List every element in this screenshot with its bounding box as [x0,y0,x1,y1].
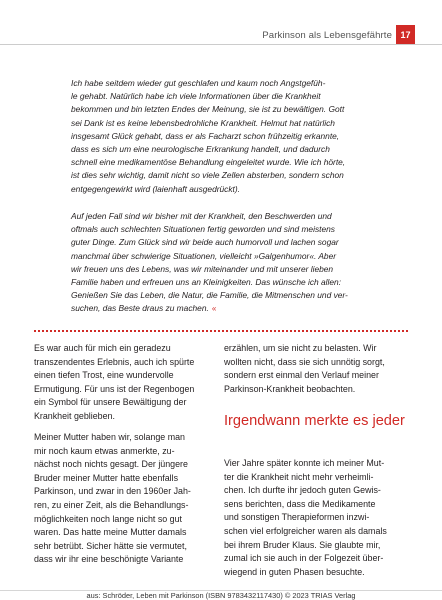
running-title: Parkinson als Lebensgefährte [262,30,392,41]
text-line: Ermutigung. Für uns ist der Regenbogen [34,383,195,394]
text-line: Vier Jahre später konnte ich meiner Mut- [224,458,385,468]
text-line: Auf jeden Fall sind wir bisher mit der Krankheit, den Beschwerden und [71,211,332,221]
header-divider [0,44,442,45]
section-heading: Irgendwann merkte es jeder [224,413,405,429]
footer-credit: aus: Schröder, Leben mit Parkinson (ISBN 9783432117430) © 2023 TRIAS Verlag [86,591,356,600]
text-line: entgegengewirkt wird (laienhaft ausgedrückt). [71,183,240,194]
text-line: oftmals auch schlechten Situationen fertig geworden und sind meistens [71,224,335,235]
text-line: einen tiefen Trost, eine wundervolle [34,370,174,381]
text-line: guter Dinge. Zum Glück sind wir beide auch humorvoll und lachen sogar [71,237,339,248]
body-paragraph-left-2 [34,431,214,567]
text-line: ist dies sehr wichtig, damit nicht so viele Zellen absterben, sondern schon [71,170,344,181]
text-line: Parkinson-Krankheit beobachten. [224,383,356,394]
text-line: chen. Ich durfte ihr jedoch guten Gewis- [224,485,381,496]
text-line: Meiner Mutter haben wir, solange man [34,432,185,442]
quote-end-marker-icon: « [211,304,217,314]
text-line: Familie haben und erfreuen uns an Kleinigkeiten. Das wünsche ich allen: [71,277,342,288]
text-line: suchen, das Beste draus zu machen. « [71,303,217,314]
body-paragraph-left-1 [34,342,214,424]
quote-paragraph-2 [71,210,384,316]
dotted-divider [34,330,408,332]
text-line: waren. Das hatte meine Mutter damals [34,527,187,538]
text-line: und sonstigen Therapieformen inzwi- [224,512,370,523]
page-number-badge: 17 [396,25,415,45]
text-line: mir noch kaum etwas anmerkte, zu- [34,445,175,456]
text-line: insgesamt Glück gehabt, dass er als Facharzt schon frühzeitig erkannte, [71,130,340,141]
text-line: Krankheit geblieben. [34,410,115,421]
text-line: zumal ich sie auch in der Folgezeit über- [224,553,384,564]
text-line: sei Dank ist es keine lebensbedrohliche Krankheit. Helmut hat natürlich [71,117,335,128]
text-line: ren, zu einer Zeit, als die Behandlungs- [34,499,189,510]
text-line: Genießen Sie das Leben, die Natur, die Familie, die Mitmenschen und ver- [71,290,348,301]
text-line: bekommen und bin letzten Endes der Meinung, sie ist zu bewältigen. Gott [71,104,345,115]
text-line: dass wir ihr eine beschönigte Variante [34,554,184,565]
text-line: le gehabt. Natürlich habe ich viele Informationen über die Krankheit [71,91,321,102]
text-line: sondern erst einmal den Verlauf meiner [224,370,379,381]
body-paragraph-right-2 [224,457,404,579]
text-line: dass es sich um eine neurologische Erkrankung handelt, und dadurch [71,144,330,155]
text-line: schnell eine medikamentöse Behandlung eingeleitet wurde. Wie ich hörte, [71,157,346,168]
text-line: schen viel erfolgreicher waren als damals [224,525,387,536]
text-line: ein Symbol für unsere Bewältigung der [34,397,187,408]
text-line: nächst noch nichts gesagt. Der jüngere [34,459,188,470]
text-line: erzählen, um sie nicht zu belasten. Wir [224,343,377,353]
text-line: Ich habe seitdem wieder gut geschlafen und kaum noch Angstgefüh- [71,78,326,88]
text-line: möglichkeiten noch lange nicht so gut [34,513,183,524]
text-line: manchmal über schwierige Situationen, vielleicht »Galgenhumor«. Aber [71,250,337,261]
quote-paragraph-1 [71,77,384,196]
text-line: Bruder meiner Mutter hatte ebenfalls [34,472,179,483]
text-line: Parkinson, und zwar in den 1960er Jah- [34,486,191,497]
text-line: ter die Krankheit nicht mehr verheimli- [224,471,374,482]
text-line: wir freuen uns des Lebens, was wir miteinander und mit unserer lieben [71,263,334,274]
text-line: wiegend in guten Phasen besuchte. [224,566,365,577]
text-line: bei ihrem Bruder Klaus. Sie glaubte mir, [224,539,381,550]
text-line: Es war auch für mich ein geradezu [34,343,171,353]
text-line: transzendentes Erlebnis, auch ich spürte [34,356,195,367]
text-line: sehr betrübt. Sicher hätte sie vermutet, [34,540,187,551]
text-line: sens berichten, dass die Medikamente [224,498,376,509]
body-paragraph-right-1 [224,342,404,396]
text-line: wollten nicht, dass sie sich unnötig sorgt, [224,356,385,367]
